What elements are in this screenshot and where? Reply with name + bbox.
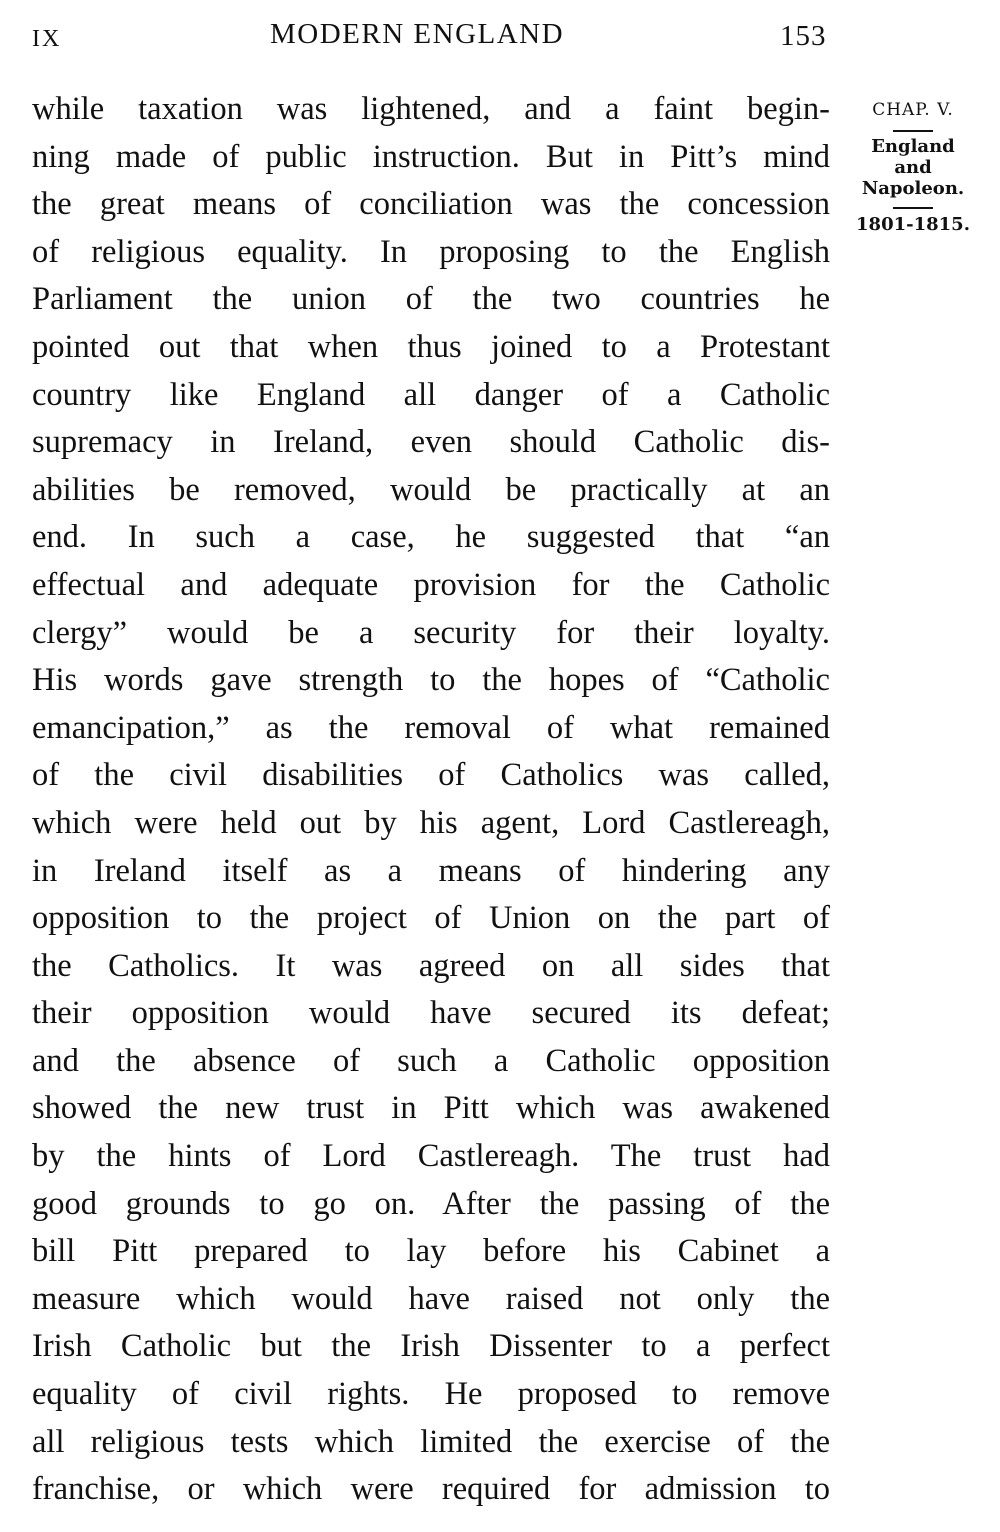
- text-line: which were held out by his agent, Lord Castlereagh,: [32, 804, 830, 841]
- sidenote-divider: [893, 130, 933, 132]
- text-line: all religious tests which limited the exercise of the: [32, 1423, 830, 1460]
- sidenote-divider: [893, 207, 933, 209]
- running-head-chapter: IX: [32, 26, 62, 52]
- text-line: pointed out that when thus joined to a Protestant: [32, 328, 830, 365]
- page-number: 153: [780, 20, 827, 52]
- text-line: bill Pitt prepared to lay before his Cabinet a: [32, 1233, 830, 1270]
- text-line: clergy” would be a security for their loyalty.: [32, 614, 830, 651]
- text-line: the Catholics. It was agreed on all sides that: [32, 947, 830, 984]
- text-line: abilities be removed, would be practically at an: [32, 471, 830, 508]
- running-head-title: MODERN ENGLAND: [270, 18, 565, 50]
- text-line: ning made of public instruction. But in Pitt’s mind: [32, 138, 830, 175]
- text-line: country like England all danger of a Catholic: [32, 376, 830, 413]
- text-line: emancipation,” as the removal of what remained: [32, 709, 830, 746]
- text-line: Parliament the union of the two countries he: [32, 281, 830, 318]
- text-line: measure which would have raised not only the: [32, 1280, 830, 1317]
- text-line: effectual and adequate provision for the Catholic: [32, 566, 830, 603]
- text-line: franchise, or which were required for admission to: [32, 1471, 830, 1508]
- text-line: His words gave strength to the hopes of “Catholic: [32, 662, 830, 699]
- text-line: Irish Catholic but the Irish Dissenter to a perfect: [32, 1328, 830, 1365]
- text-line: opposition to the project of Union on the part of: [32, 900, 830, 937]
- sidenote-dates: 1801-1815.: [856, 214, 970, 235]
- running-head: [0, 18, 840, 58]
- text-line: supremacy in Ireland, even should Catholic dis-: [32, 424, 830, 461]
- text-line: their opposition would have secured its defeat;: [32, 995, 830, 1032]
- sidenote-title-line3: Napoleon.: [861, 178, 965, 199]
- sidenote-title-line2: and: [894, 157, 932, 178]
- text-line: end. In such a case, he suggested that “an: [32, 519, 830, 556]
- sidenote-title-line1: England: [871, 136, 955, 157]
- text-line: of the civil disabilities of Catholics was called,: [32, 757, 830, 794]
- text-line: showed the new trust in Pitt which was awakened: [32, 1090, 830, 1127]
- text-line: and the absence of such a Catholic opposition: [32, 1042, 830, 1079]
- text-line: the great means of conciliation was the concession: [32, 186, 830, 223]
- text-line: while taxation was lightened, and a faint begin-: [32, 91, 830, 127]
- text-line: good grounds to go on. After the passing of the: [32, 1185, 830, 1222]
- text-line: in Ireland itself as a means of hindering any: [32, 852, 830, 889]
- text-line: equality of civil rights. He proposed to remove: [32, 1376, 830, 1413]
- margin-sidenote: [848, 98, 978, 237]
- text-line: of religious equality. In proposing to the English: [32, 233, 830, 270]
- body-text: [32, 86, 830, 1514]
- text-line: by the hints of Lord Castlereagh. The trust had: [32, 1138, 830, 1175]
- sidenote-chapter: CHAP. V.: [872, 100, 954, 120]
